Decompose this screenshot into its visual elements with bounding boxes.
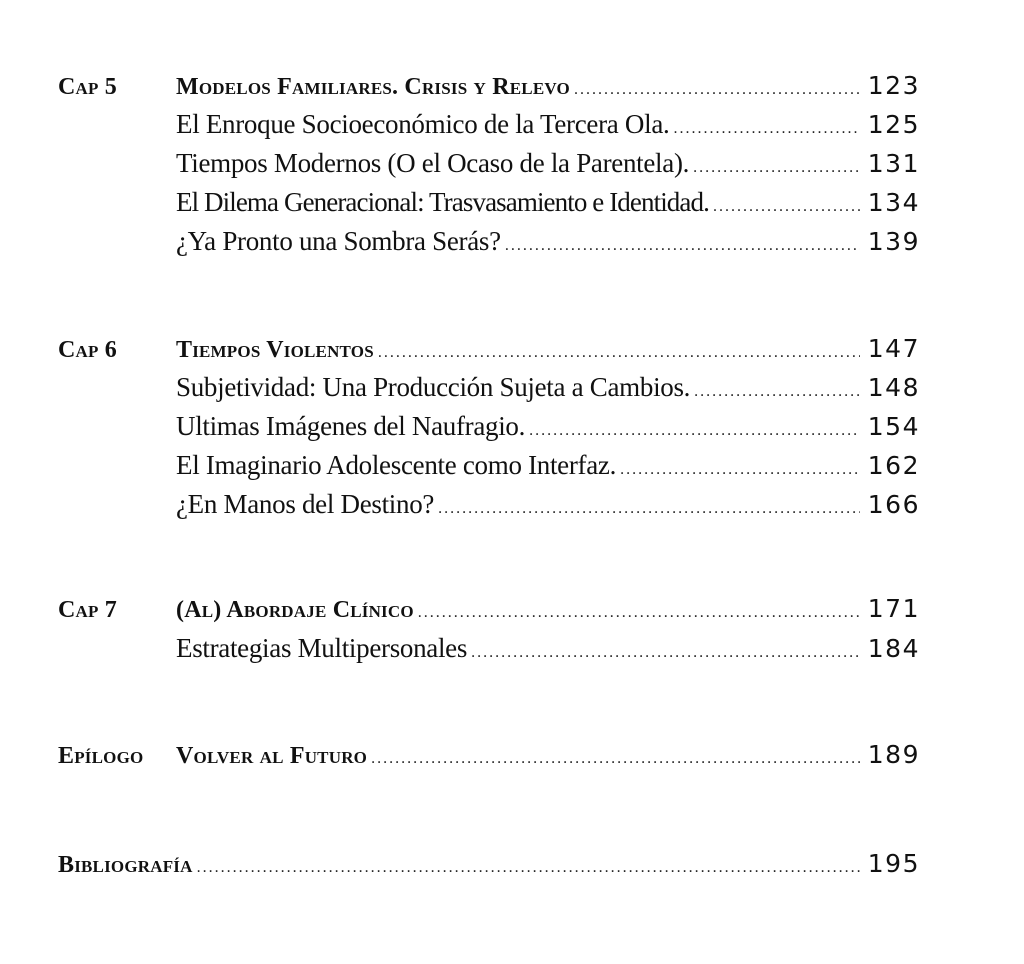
toc-section-row bbox=[0, 408, 1024, 448]
section-title: ¿En Manos del Destino? bbox=[176, 489, 435, 519]
section-title: ¿Ya Pronto una Sombra Serás? bbox=[176, 226, 501, 256]
dot-leader bbox=[529, 422, 860, 440]
chapter-title: Modelos Familiares. Crisis y Relevo bbox=[176, 74, 570, 100]
toc-chapter-row bbox=[0, 736, 1024, 776]
toc-entry bbox=[58, 849, 920, 879]
page-number: 134 bbox=[867, 188, 920, 217]
toc-section-row bbox=[0, 486, 1024, 526]
page-number: 162 bbox=[867, 451, 920, 480]
section-title: El Enroque Socioeconómico de la Tercera Ola. bbox=[176, 109, 670, 139]
dot-leader bbox=[713, 198, 860, 216]
dot-leader bbox=[620, 461, 860, 479]
section-title: Subjetividad: Una Producción Sujeta a Cambios. bbox=[176, 372, 691, 402]
toc-entry bbox=[176, 594, 920, 624]
section-title: Ultimas Imágenes del Naufragio. bbox=[176, 411, 526, 441]
chapter-label: Cap 7 bbox=[58, 597, 117, 623]
page-number: 147 bbox=[867, 334, 920, 363]
chapter-label: Cap 6 bbox=[58, 337, 117, 363]
toc-section-row bbox=[0, 223, 1024, 263]
dot-leader bbox=[694, 383, 860, 401]
dot-leader bbox=[505, 237, 860, 255]
page-number: 166 bbox=[867, 490, 920, 519]
toc-chapter-row bbox=[0, 67, 1024, 107]
section-title: El Dilema Generacional: Trasvasamiento e Identidad. bbox=[176, 187, 709, 217]
page-number: 189 bbox=[867, 740, 920, 769]
toc-entry bbox=[176, 489, 920, 520]
toc-entry bbox=[176, 450, 920, 481]
toc-bibliography-row bbox=[0, 845, 1024, 885]
toc-entry bbox=[176, 109, 920, 140]
toc-entry bbox=[176, 148, 920, 179]
toc-chapter-row bbox=[0, 330, 1024, 370]
section-title: Estrategias Multipersonales bbox=[176, 633, 468, 663]
toc-section-row bbox=[0, 106, 1024, 146]
chapter-title: (Al) Abordaje Clínico bbox=[176, 597, 414, 623]
dot-leader bbox=[693, 159, 860, 177]
page-number: 131 bbox=[867, 149, 920, 178]
toc-entry bbox=[176, 372, 920, 403]
dot-leader bbox=[438, 500, 860, 518]
chapter-label: Cap 5 bbox=[58, 74, 117, 100]
page-number: 154 bbox=[867, 412, 920, 441]
toc-entry bbox=[176, 411, 920, 442]
page-number: 171 bbox=[867, 594, 920, 623]
toc-section-row bbox=[0, 184, 1024, 224]
chapter-title: Volver al Futuro bbox=[176, 743, 368, 769]
dot-leader bbox=[471, 644, 860, 662]
section-title: El Imaginario Adolescente como Interfaz. bbox=[176, 450, 617, 480]
dot-leader bbox=[197, 859, 860, 877]
page-number: 148 bbox=[867, 373, 920, 402]
toc-section-row bbox=[0, 447, 1024, 487]
toc-entry bbox=[176, 740, 920, 770]
chapter-title: Tiempos Violentos bbox=[176, 337, 374, 363]
dot-leader bbox=[673, 120, 859, 138]
toc-chapter-row bbox=[0, 590, 1024, 630]
toc-section-row bbox=[0, 145, 1024, 185]
dot-leader bbox=[574, 81, 860, 99]
page-number: 195 bbox=[867, 849, 920, 878]
page-number: 125 bbox=[867, 110, 920, 139]
dot-leader bbox=[371, 750, 860, 768]
toc-entry bbox=[176, 187, 920, 218]
section-title: Tiempos Modernos (O el Ocaso de la Parentela). bbox=[176, 148, 690, 178]
dot-leader bbox=[418, 604, 860, 622]
toc-entry bbox=[176, 71, 920, 101]
page-number: 184 bbox=[867, 634, 920, 663]
dot-leader bbox=[378, 344, 860, 362]
page-number: 123 bbox=[867, 71, 920, 100]
chapter-label: Epílogo bbox=[58, 743, 144, 769]
page-number: 139 bbox=[867, 227, 920, 256]
toc-entry bbox=[176, 633, 920, 664]
toc-section-row bbox=[0, 630, 1024, 670]
bibliography-title: Bibliografía bbox=[58, 852, 193, 878]
toc-entry bbox=[176, 226, 920, 257]
toc-section-row bbox=[0, 369, 1024, 409]
toc-entry bbox=[176, 334, 920, 364]
